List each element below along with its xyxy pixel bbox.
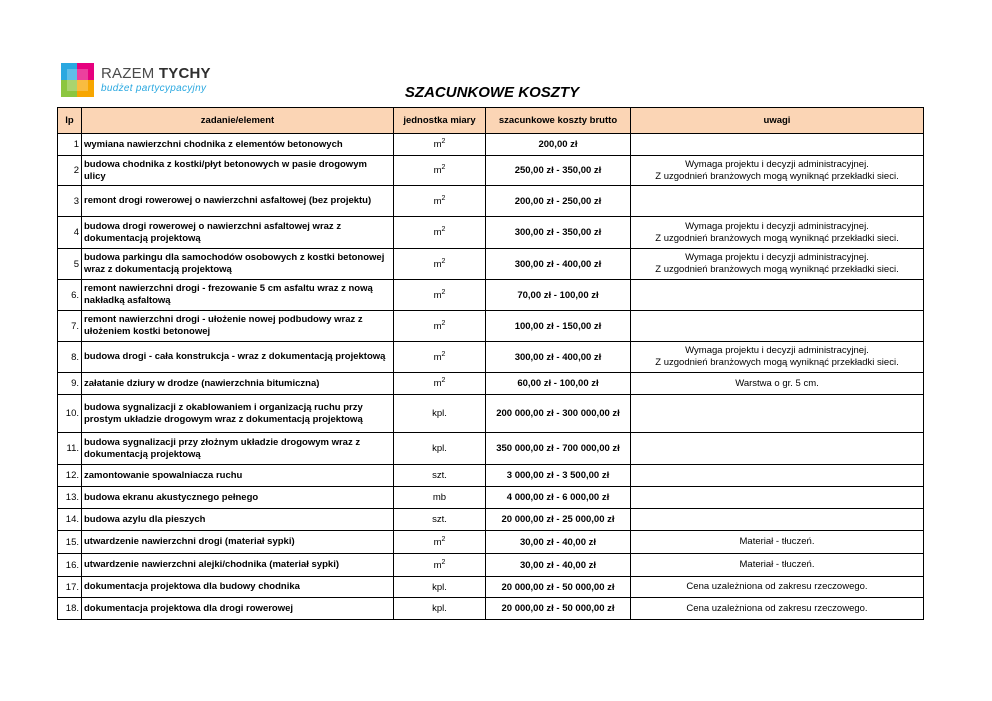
note-line: Warstwa o gr. 5 cm. [735,377,819,389]
cell-task: budowa parkingu dla samochodów osobowych z kostki betonowej wraz z dokumentacją projektową [82,249,394,280]
cell-cost: 300,00 zł - 400,00 zł [486,249,631,280]
table-row [58,311,924,342]
unit-exponent: 2 [441,288,446,296]
unit-exponent: 2 [441,319,446,327]
cell-unit [394,311,486,342]
note-line: Wymaga projektu i decyzji administracyjnej. [685,158,869,170]
cell-unit [394,395,486,433]
unit-value: mb [432,492,447,503]
unit-exponent: 2 [441,225,446,233]
unit-value: m [433,165,442,176]
unit-exponent: 2 [441,535,446,543]
note-line: Materiał - tłuczeń. [739,559,815,570]
cell-cost: 300,00 zł - 350,00 zł [486,217,631,249]
cell-task: budowa sygnalizacji przy złożnym układzie drogowym wraz z dokumentacją projektową [82,433,394,465]
unit-value: kpl. [432,443,447,454]
unit-value: m [433,227,442,238]
cell-unit [394,531,486,554]
column-header-unit: jednostka miary [394,108,486,134]
cell-lp: 17. [58,577,82,598]
cell-task: budowa sygnalizacji z okablowaniem i organizacją ruchu przy prostym układzie drogowym wraz z dokumentacją projektową [82,395,394,433]
cell-unit [394,342,486,373]
table-row [58,554,924,577]
unit-value: m [433,139,442,150]
unit-value: m [433,351,442,363]
cell-lp: 8. [58,342,82,373]
cell-lp: 10. [58,395,82,433]
cell-task: zamontowanie spowalniacza ruchu [82,465,394,487]
column-header-task: zadanie/element [82,108,394,134]
table-row [58,280,924,311]
cell-task: budowa ekranu akustycznego pełnego [82,487,394,509]
cell-notes [631,465,924,487]
table-row [58,598,924,620]
cost-table [57,107,924,620]
note-line: Z uzgodnień branżowych mogą wyniknąć przekładki sieci. [655,357,899,368]
unit-exponent: 2 [441,558,446,566]
table-row [58,373,924,395]
cell-lp: 12. [58,465,82,487]
column-header-lp: lp [58,108,82,134]
table-row [58,217,924,249]
cell-notes [631,156,924,186]
cell-notes [631,311,924,342]
cell-notes [631,186,924,217]
table-row [58,156,924,186]
cell-cost: 20 000,00 zł - 50 000,00 zł [486,598,631,620]
unit-value: kpl. [432,581,447,593]
unit-value: szt. [432,514,447,525]
note-line: Materiał - tłuczeń. [739,536,815,547]
cell-notes [631,598,924,620]
cell-unit [394,134,486,156]
unit-value: m [433,258,442,270]
cell-cost: 200 000,00 zł - 300 000,00 zł [486,395,631,433]
cell-notes [631,217,924,249]
cell-task: wymiana nawierzchni chodnika z elementów betonowych [82,134,394,156]
cell-lp: 7. [58,311,82,342]
note-line: Cena uzależniona od zakresu rzeczowego. [686,581,868,592]
unit-value: kpl. [432,408,447,419]
cell-cost: 3 000,00 zł - 3 500,00 zł [486,465,631,487]
cell-cost: 250,00 zł - 350,00 zł [486,156,631,186]
cell-task: budowa drogi - cała konstrukcja - wraz z dokumentacją projektową [82,342,394,373]
cell-cost: 20 000,00 zł - 25 000,00 zł [486,509,631,531]
cell-lp: 16. [58,554,82,577]
logo-word-tychy: TYCHY [158,65,211,82]
cell-notes [631,395,924,433]
cell-unit [394,156,486,186]
unit-exponent: 2 [441,163,446,171]
cell-notes [631,342,924,373]
cell-unit [394,509,486,531]
cell-unit [394,433,486,465]
cell-unit [394,487,486,509]
unit-value: m [433,289,442,301]
cell-lp: 1 [58,134,82,156]
cell-lp: 13. [58,487,82,509]
note-line: Z uzgodnień branżowych mogą wyniknąć przekładki sieci. [655,170,899,182]
logo-text [101,65,211,82]
unit-exponent: 2 [441,137,446,145]
cell-task: budowa azylu dla pieszych [82,509,394,531]
cell-lp: 18. [58,598,82,620]
column-header-notes: uwagi [631,108,924,134]
cell-lp: 14. [58,509,82,531]
cell-lp: 4 [58,217,82,249]
cell-notes [631,554,924,577]
cell-task: remont nawierzchni drogi - frezowanie 5 cm asfaltu wraz z nową nakładką asfaltową [82,280,394,311]
cell-notes [631,373,924,395]
cell-unit [394,554,486,577]
cell-task: dokumentacja projektowa dla budowy chodnika [82,577,394,598]
cell-unit [394,577,486,598]
table-row [58,342,924,373]
cell-notes [631,249,924,280]
cell-notes [631,134,924,156]
table-row [58,465,924,487]
cell-lp: 6. [58,280,82,311]
cell-lp: 9. [58,373,82,395]
logo-word-razem: RAZEM [101,65,155,82]
cell-cost: 4 000,00 zł - 6 000,00 zł [486,487,631,509]
column-header-cost: szacunkowe koszty brutto [486,108,631,134]
table-row [58,433,924,465]
note-line: Cena uzależniona od zakresu rzeczowego. [686,602,868,614]
unit-value: m [433,559,442,571]
unit-value: kpl. [432,603,447,614]
cell-unit [394,249,486,280]
cell-unit [394,217,486,249]
table-body [58,134,924,620]
note-line: Wymaga projektu i decyzji administracyjnej. [685,252,869,263]
cell-cost: 350 000,00 zł - 700 000,00 zł [486,433,631,465]
table-row [58,249,924,280]
document-title-wrapper [0,84,992,101]
cell-cost: 300,00 zł - 400,00 zł [486,342,631,373]
cell-unit [394,598,486,620]
table-row [58,395,924,433]
cell-cost: 100,00 zł - 150,00 zł [486,311,631,342]
cell-cost: 30,00 zł - 40,00 zł [486,554,631,577]
cell-task: budowa drogi rowerowej o nawierzchni asfaltowej wraz z dokumentacją projektową [82,217,394,249]
cell-notes [631,577,924,598]
cell-notes [631,433,924,465]
cell-cost: 200,00 zł [486,134,631,156]
table-row [58,509,924,531]
cell-task: remont nawierzchni drogi - ułożenie nowej podbudowy wraz z ułożeniem kostki betonowej [82,311,394,342]
cell-unit [394,186,486,217]
cell-task: utwardzenie nawierzchni drogi (materiał sypki) [82,531,394,554]
cell-task: załatanie dziury w drodze (nawierzchnia bitumiczna) [82,373,394,395]
cell-cost: 30,00 zł - 40,00 zł [486,531,631,554]
table-row [58,531,924,554]
note-line: Wymaga projektu i decyzji administracyjnej. [685,220,869,232]
table-row [58,577,924,598]
cell-cost: 70,00 zł - 100,00 zł [486,280,631,311]
cell-notes [631,531,924,554]
note-line: Wymaga projektu i decyzji administracyjnej. [685,345,869,356]
document-title: SZACUNKOWE KOSZTY [404,84,580,101]
unit-exponent: 2 [441,350,446,358]
cell-unit [394,465,486,487]
cell-lp: 5 [58,249,82,280]
cell-notes [631,280,924,311]
cell-cost: 200,00 zł - 250,00 zł [486,186,631,217]
unit-value: m [433,378,442,389]
cell-task: dokumentacja projektowa dla drogi rowerowej [82,598,394,620]
table-row [58,487,924,509]
cell-lp: 11. [58,433,82,465]
note-line: Z uzgodnień branżowych mogą wyniknąć przekładki sieci. [655,232,899,244]
table-row [58,134,924,156]
cell-task: utwardzenie nawierzchni alejki/chodnika (materiał sypki) [82,554,394,577]
unit-value: szt. [432,470,447,481]
unit-exponent: 2 [441,194,446,202]
cell-notes [631,509,924,531]
table-row [58,186,924,217]
note-line: Z uzgodnień branżowych mogą wyniknąć przekładki sieci. [655,264,899,275]
unit-value: m [433,195,442,207]
cell-cost: 60,00 zł - 100,00 zł [486,373,631,395]
cell-cost: 20 000,00 zł - 50 000,00 zł [486,577,631,598]
cell-task: remont drogi rowerowej o nawierzchni asfaltowej (bez projektu) [82,186,394,217]
cell-task: budowa chodnika z kostki/płyt betonowych w pasie drogowym ulicy [82,156,394,186]
cell-lp: 2 [58,156,82,186]
unit-value: m [433,536,442,548]
unit-exponent: 2 [441,376,446,384]
cell-unit [394,373,486,395]
unit-exponent: 2 [441,257,446,265]
cell-lp: 3 [58,186,82,217]
unit-value: m [433,320,442,332]
cell-lp: 15. [58,531,82,554]
cell-unit [394,280,486,311]
logo-subtitle: budżet partycypacyjny [101,83,207,94]
cell-notes [631,487,924,509]
table-header-row [58,108,924,134]
